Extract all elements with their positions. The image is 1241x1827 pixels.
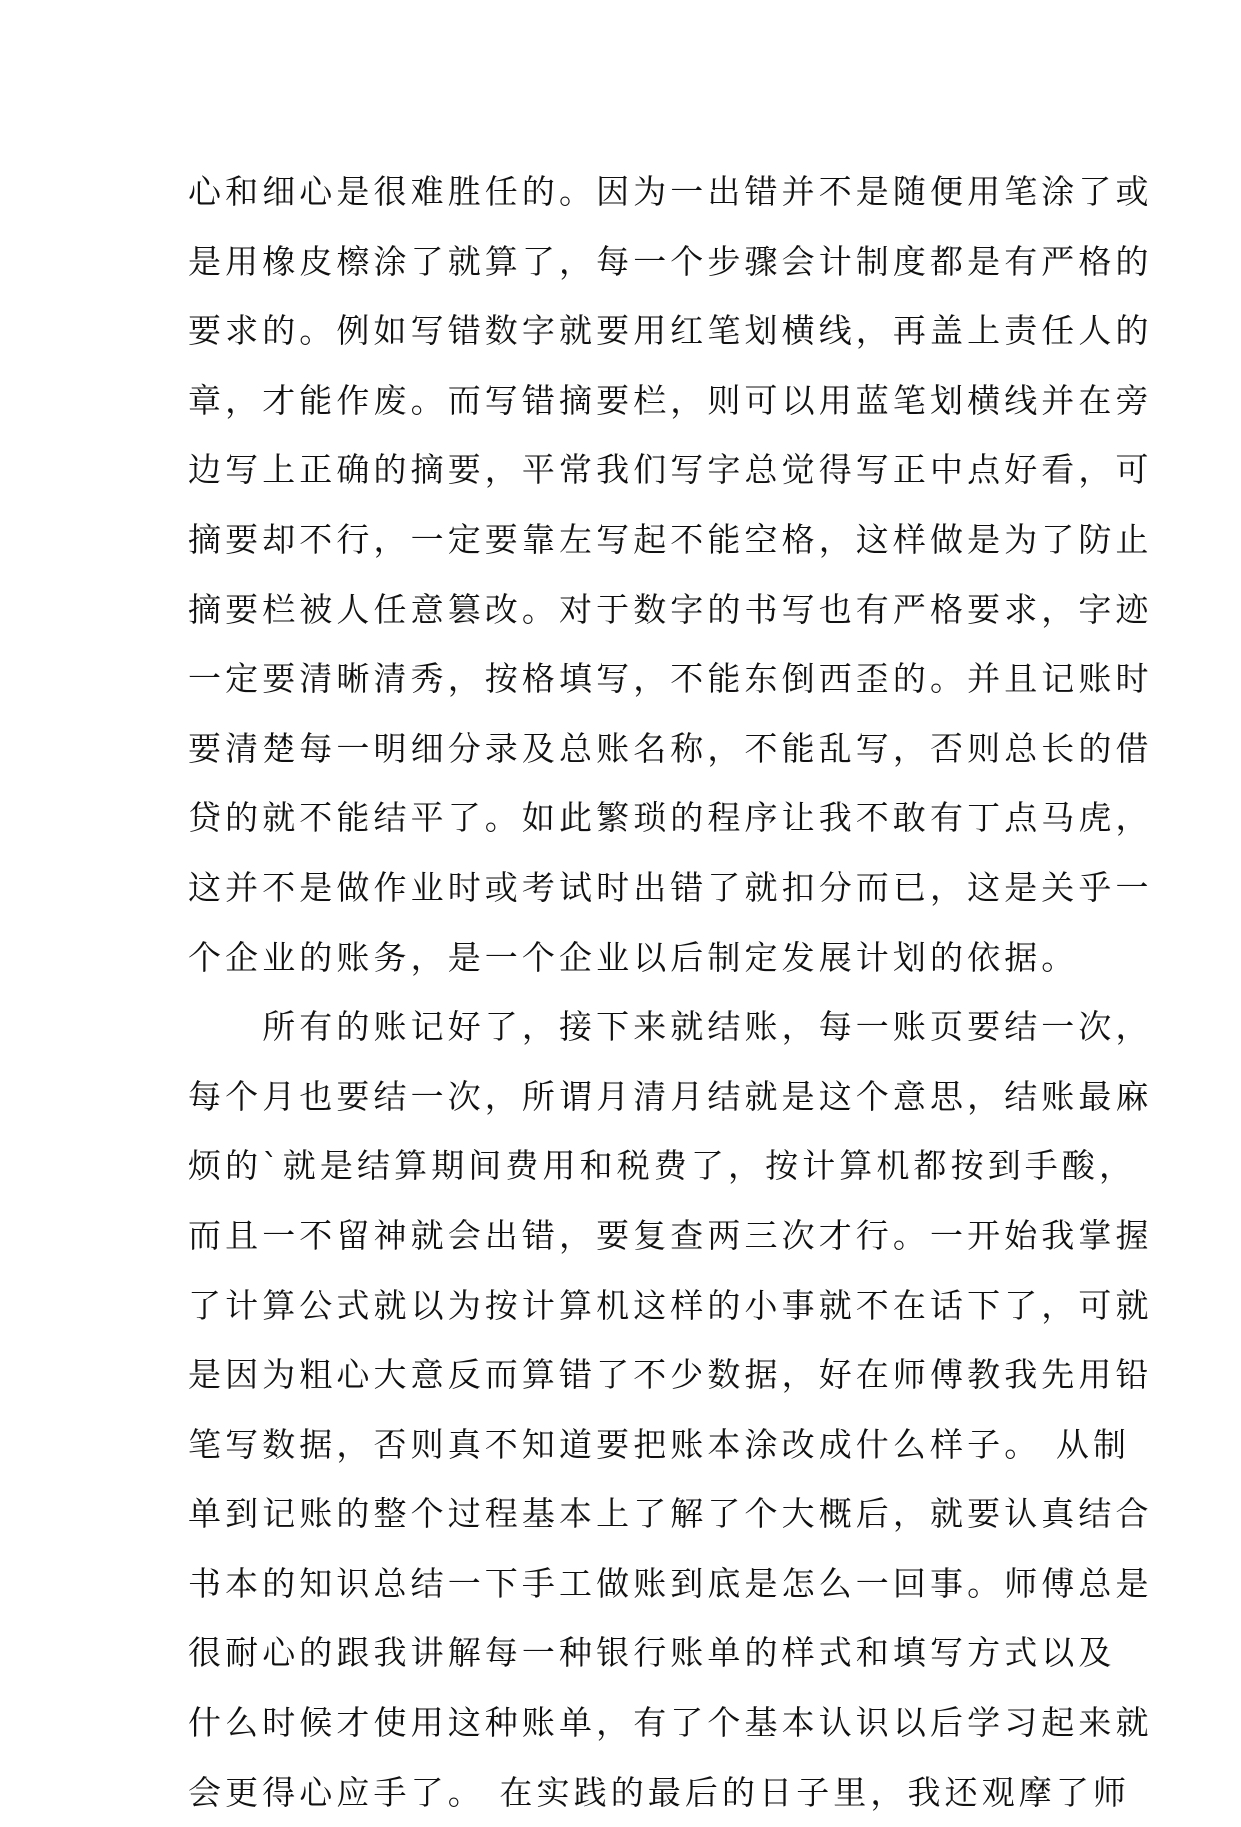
- text-line: 很耐心的跟我讲解每一种银行账单的样式和填写方式以及: [188, 1633, 1116, 1673]
- text-line: 心和细心是很难胜任的。因为一出错并不是随便用笔涂了或: [188, 172, 1153, 211]
- text-line: 贷的就不能结平了。如此繁琐的程序让我不敢有丁点马虎，: [188, 798, 1153, 838]
- text-line: 章，才能作废。而写错摘要栏，则可以用蓝笔划横线并在旁: [188, 380, 1153, 420]
- text-line: 摘要却不行，一定要靠左写起不能空格，这样做是为了防止: [188, 519, 1153, 559]
- text-line: 会更得心应手了。 在实践的最后的日子里，我还观摩了师: [188, 1772, 1131, 1812]
- text-line: 是用橡皮檫涂了就算了，每一个步骤会计制度都是有严格的: [188, 241, 1153, 281]
- text-line: 每个月也要结一次，所谓月清月结就是这个意思，结账最麻: [188, 1076, 1153, 1116]
- text-line: 边写上正确的摘要，平常我们写字总觉得写正中点好看，可: [188, 450, 1153, 490]
- text-line: 单到记账的整个过程基本上了解了个大概后，就要认真结合: [188, 1494, 1153, 1534]
- text-line: 了计算公式就以为按计算机这样的小事就不在话下了，可就: [188, 1285, 1153, 1325]
- text-line: 所有的账记好了，接下来就结账，每一账页要结一次，: [188, 1007, 1153, 1047]
- text-line: 笔写数据，否则真不知道要把账本涂改成什么样子。 从制: [188, 1424, 1131, 1464]
- text-line: 要清楚每一明细分录及总账名称，不能乱写，否则总长的借: [188, 728, 1153, 768]
- body-text: [188, 157, 1153, 1827]
- text-line: 烦的`就是结算期间费用和税费了，按计算机都按到手酸，: [188, 1146, 1137, 1186]
- text-line: 而且一不留神就会出错，要复查两三次才行。一开始我掌握: [188, 1215, 1153, 1255]
- text-line: 什么时候才使用这种账单，有了个基本认识以后学习起来就: [188, 1703, 1153, 1743]
- text-line: 一定要清晰清秀，按格填写，不能东倒西歪的。并且记账时: [188, 659, 1153, 699]
- text-line: 要求的。例如写错数字就要用红笔划横线，再盖上责任人的: [188, 311, 1153, 351]
- text-line: 书本的知识总结一下手工做账到底是怎么一回事。师傅总是: [188, 1563, 1153, 1603]
- text-line: 个企业的账务，是一个企业以后制定发展计划的依据。: [188, 937, 1079, 977]
- text-line: 是因为粗心大意反而算错了不少数据，好在师傅教我先用铅: [188, 1355, 1153, 1395]
- text-line: 摘要栏被人任意篡改。对于数字的书写也有严格要求，字迹: [188, 589, 1153, 629]
- text-line: 这并不是做作业时或考试时出错了就扣分而已，这是关乎一: [188, 867, 1153, 907]
